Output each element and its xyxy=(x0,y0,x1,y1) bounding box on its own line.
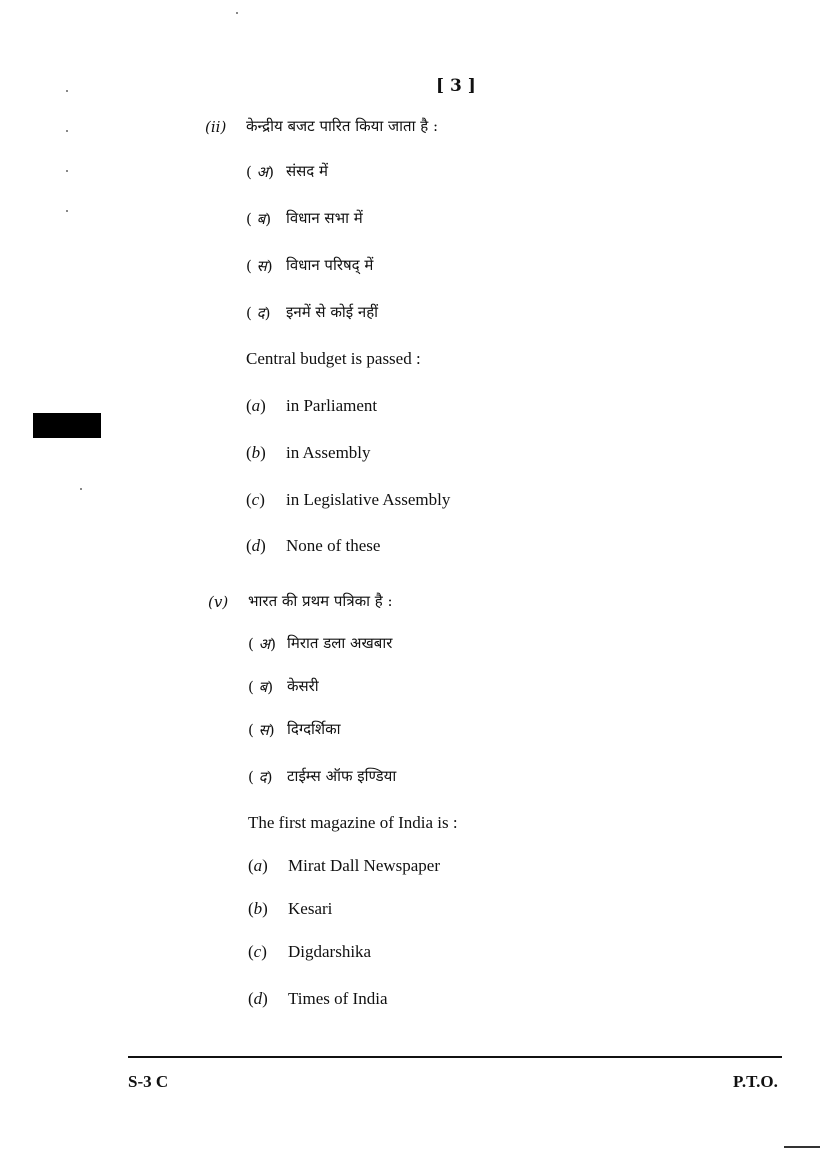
option-label: ( अ) xyxy=(246,163,274,181)
option-label: (a) xyxy=(248,856,268,875)
option-text: in Legislative Assembly xyxy=(286,490,451,509)
option-text: Mirat Dall Newspaper xyxy=(288,856,441,875)
option-label: (c) xyxy=(248,942,267,961)
option-text: इनमें से कोई नहीं xyxy=(286,303,379,321)
option-label: (c) xyxy=(246,490,265,509)
option-text: मिरात डला अखबार xyxy=(287,634,393,652)
question-number: (v) xyxy=(208,593,229,611)
question-text-english: Central budget is passed : xyxy=(246,349,421,368)
scan-speck xyxy=(66,210,68,212)
option-label: ( द) xyxy=(246,304,271,322)
paper-code: S-3 C xyxy=(128,1072,169,1091)
question-text-hindi: केन्द्रीय बजट पारित किया जाता है : xyxy=(246,117,439,135)
redaction-mark xyxy=(33,413,101,438)
question-text-hindi: भारत की प्रथम पत्रिका है : xyxy=(248,592,393,610)
footer-divider xyxy=(128,1056,782,1058)
option-text: विधान परिषद् में xyxy=(286,256,374,274)
option-text: Times of India xyxy=(288,989,388,1008)
option-text: संसद में xyxy=(286,162,328,180)
option-text: in Assembly xyxy=(286,443,371,462)
option-label: ( स) xyxy=(248,721,275,739)
option-text: in Parliament xyxy=(286,396,378,415)
option-label: (d) xyxy=(246,536,266,555)
option-text: केसरी xyxy=(287,677,319,695)
option-label: (d) xyxy=(248,989,268,1008)
option-text: Digdarshika xyxy=(288,942,372,961)
option-label: ( अ) xyxy=(248,635,276,653)
corner-scan-line xyxy=(784,1146,820,1148)
scan-speck xyxy=(66,130,68,132)
option-text: Kesari xyxy=(288,899,333,918)
scan-speck xyxy=(80,488,82,490)
option-label: ( स) xyxy=(246,257,273,275)
question-text-english: The first magazine of India is : xyxy=(248,813,458,832)
scan-speck xyxy=(66,170,68,172)
option-text: विधान सभा में xyxy=(286,209,363,227)
option-label: (a) xyxy=(246,396,266,415)
option-label: ( ब) xyxy=(246,210,272,228)
option-label: (b) xyxy=(248,899,268,918)
please-turn-over: P.T.O. xyxy=(733,1072,778,1091)
option-text: टाईम्स ऑफ इण्डिया xyxy=(287,767,397,785)
option-label: (b) xyxy=(246,443,266,462)
question-number: (ii) xyxy=(205,118,227,136)
option-label: ( ब) xyxy=(248,678,274,696)
option-text: दिग्दर्शिका xyxy=(287,720,341,738)
option-text: None of these xyxy=(286,536,381,555)
option-label: ( द) xyxy=(248,768,273,786)
page-number: [ 3 ] xyxy=(436,76,476,96)
scan-speck xyxy=(236,12,238,14)
scan-speck xyxy=(66,90,68,92)
